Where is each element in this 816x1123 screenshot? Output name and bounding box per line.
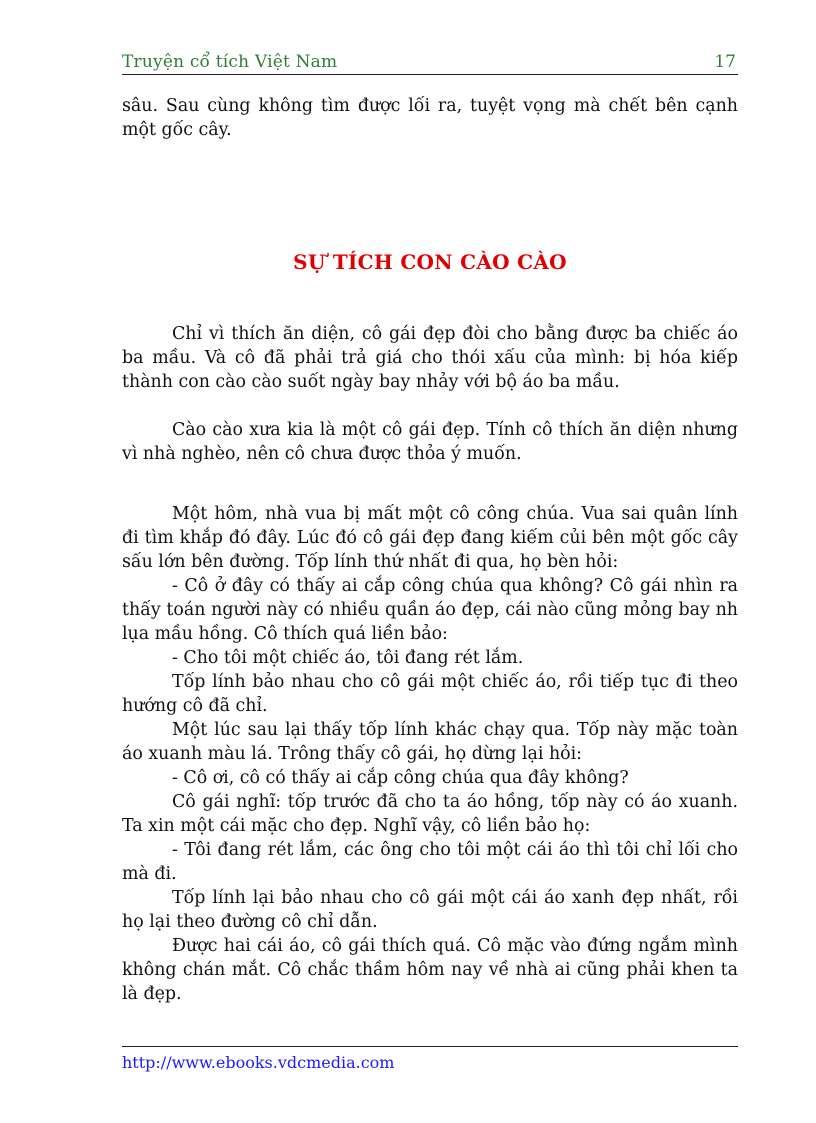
paragraph: Tốp lính bảo nhau cho cô gái một chiếc áo, rồi tiếp tục đi theo hướng cô đã chỉ. bbox=[122, 672, 738, 716]
dialogue-line: - Cho tôi một chiếc áo, tôi đang rét lắm. bbox=[172, 648, 524, 668]
page-number: 17 bbox=[714, 52, 736, 72]
paragraph: Một lúc sau lại thấy tốp lính khác chạy qua. Tốp này mặc toàn áo xuanh màu lá. Trông thấy cô gái, họ dừng lại hỏi: bbox=[122, 720, 738, 764]
page-header bbox=[122, 50, 738, 75]
dialogue-line: - Cô ơi, cô có thấy ai cắp công chúa qua đây không? bbox=[172, 768, 629, 788]
paragraph-story-start: Một hôm, nhà vua bị mất một cô công chúa. Vua sai quân lính đi tìm khắp đó đây. Lúc đó cô gái đẹp đang kiếm củi bên một gốc cây sấu lớn bên đường. Tốp lính thứ nhất đi qua, họ bèn hỏi: bbox=[122, 504, 738, 572]
page-content bbox=[122, 94, 738, 1006]
paragraph-summary: Chỉ vì thích ăn diện, cô gái đẹp đòi cho bằng được ba chiếc áo ba mầu. Và cô đã phải trả giá cho thói xấu của mình: bị hóa kiếp thành con cào cào suốt ngày bay nhảy với bộ áo ba mầu. bbox=[122, 324, 738, 392]
story-title: SỰ TÍCH CON CÀO CÀO bbox=[293, 250, 567, 274]
page-footer bbox=[122, 1046, 738, 1072]
intro-paragraph: sâu. Sau cùng không tìm được lối ra, tuyệt vọng mà chết bên cạnh một gốc cây. bbox=[122, 96, 738, 140]
paragraph: Cô gái nghĩ: tốp trước đã cho ta áo hồng, tốp này có áo xuanh. Ta xin một cái mặc cho đẹp. Nghĩ vậy, cô liền bảo họ: bbox=[122, 792, 738, 836]
paragraph: Được hai cái áo, cô gái thích quá. Cô mặc vào đứng ngắm mình không chán mắt. Cô chắc thầm hôm nay về nhà ai cũng phải khen ta là đẹp. bbox=[122, 936, 738, 1004]
dialogue-line: - Cô ở đây có thấy ai cắp công chúa qua không? Cô gái nhìn ra thấy toán người này có nhiều quần áo đẹp, cái nào cũng mỏng bay nh lụa mầu hồng. Cô thích quá liền bảo: bbox=[122, 576, 738, 644]
paragraph-intro: Cào cào xưa kia là một cô gái đẹp. Tính cô thích ăn diện nhưng vì nhà nghèo, nên cô chưa được thỏa ý muốn. bbox=[122, 420, 738, 464]
ebooks-link[interactable]: http://www.ebooks.vdcmedia.com bbox=[122, 1053, 395, 1072]
paragraph: Tốp lính lại bảo nhau cho cô gái một cái áo xanh đẹp nhất, rồi họ lại theo đường cô chỉ dẫn. bbox=[122, 888, 738, 932]
book-title: Truyện cổ tích Việt Nam bbox=[122, 52, 338, 72]
dialogue-line: - Tôi đang rét lắm, các ông cho tôi một cái áo thì tôi chỉ lối cho mà đi. bbox=[122, 840, 738, 884]
